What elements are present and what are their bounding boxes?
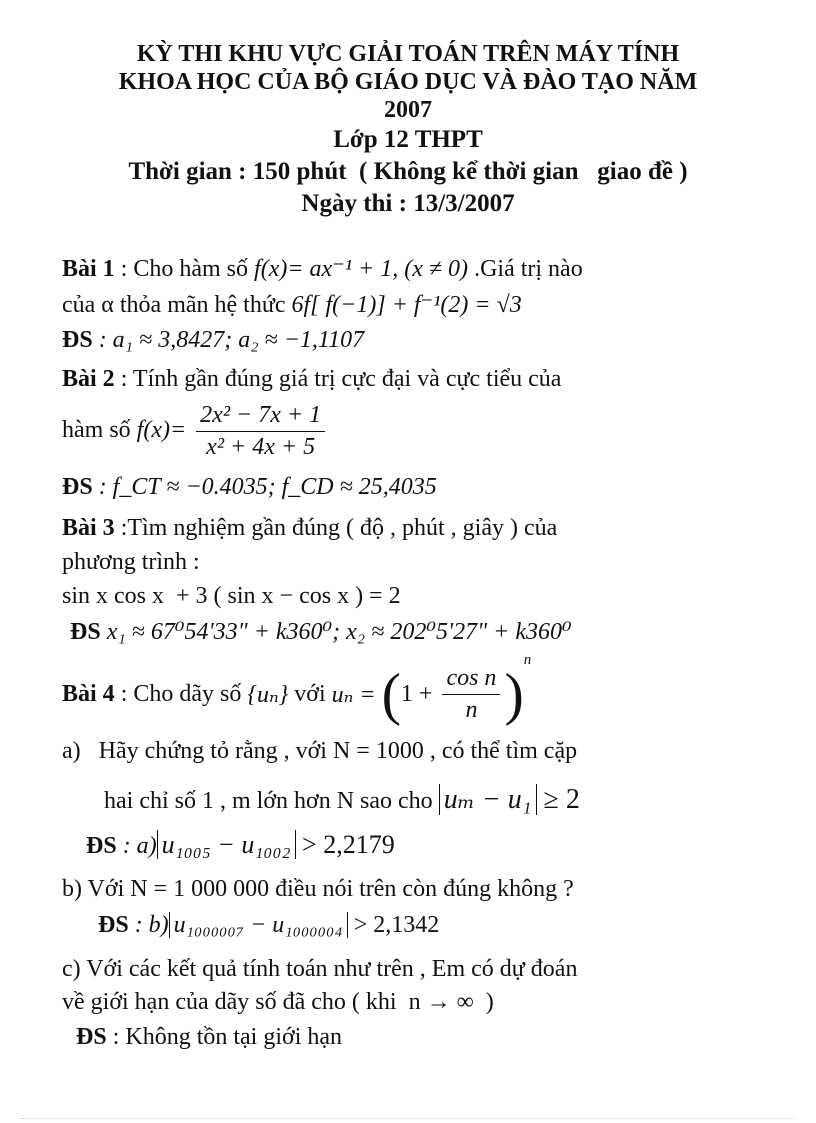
- problem-1-answer: [62, 327, 364, 354]
- page-bottom-border: [20, 1118, 796, 1119]
- problem-1-function: f(x)= ax⁻¹ + 1, (x ≠ 0): [254, 256, 469, 282]
- problem-4-un: uₙ =: [331, 681, 382, 708]
- problem-4c-line-2: [62, 989, 494, 1016]
- problem-3-line-1: [62, 515, 557, 542]
- problem-4a-answer-value: > 2,2179: [295, 830, 395, 859]
- problem-4c-text: c) Với các kết quả tính toán như trên , Em có dự đoán: [62, 956, 578, 982]
- answer-label: ĐS: [62, 327, 93, 353]
- problem-2-answer-value: : f_CT ≈ −0.4035; f_CD ≈ 25,4035: [92, 474, 437, 500]
- problem-3-answer: [70, 617, 572, 646]
- problem-3-label: Bài 3: [62, 515, 115, 541]
- title-line-2: KHOA HỌC CỦA BỘ GIÁO DỤC VÀ ĐÀO TẠO NĂM: [118, 69, 698, 95]
- title-year: 2007: [384, 97, 432, 123]
- problem-4-fraction: [442, 665, 500, 724]
- problem-4a-answer: [86, 830, 395, 860]
- problem-2-line-1: [62, 366, 561, 393]
- problem-3-equation-text: sin x cos x + 3 ( sin x − cos x ) = 2: [62, 583, 401, 609]
- problem-4c-text-2: về giới hạn của dãy số đã cho ( khi n → ∞ ): [62, 989, 494, 1015]
- problem-4-one: 1 +: [400, 680, 439, 707]
- problem-1-text-2: .Giá trị nào: [468, 256, 583, 282]
- problem-4b-answer-abs: u₁₀₀₀₀₀₇ − u₁₀₀₀₀₀₄: [169, 912, 348, 938]
- problem-4b-line: [62, 876, 574, 903]
- problem-4-label: Bài 4: [62, 680, 115, 707]
- problem-2-fraction: [196, 402, 325, 461]
- fraction-numerator: cos n: [442, 665, 500, 695]
- problem-2-label: Bài 2: [62, 366, 115, 392]
- problem-4a-abs: uₘ − u₁: [439, 784, 537, 815]
- problem-3-equation: [62, 583, 401, 610]
- problem-1-answer-value: : a₁ ≈ 3,8427; a₂ ≈ −1,1107: [92, 327, 365, 353]
- grade-line: Lớp 12 THPT: [333, 126, 483, 153]
- time-line: Thời gian : 150 phút ( Không kể thời gian giao đề ): [128, 158, 688, 185]
- fraction-denominator: n: [465, 696, 478, 723]
- problem-4a-line-1: [62, 738, 577, 765]
- problem-2-fx: f(x)=: [136, 417, 187, 444]
- answer-label: ĐS: [86, 833, 117, 859]
- problem-4-exponent: n: [523, 652, 532, 668]
- problem-4a-answer-abs: u₁₀₀₅ − u₁₀₀₂: [157, 830, 296, 859]
- problem-4a-inequality: ≥ 2: [536, 784, 580, 815]
- problem-1-line-1: [62, 254, 583, 283]
- problem-3-line-2: [62, 549, 200, 576]
- problem-2-function-text: hàm số: [62, 417, 137, 444]
- problem-4c-line-1: [62, 956, 577, 983]
- left-paren: (: [381, 661, 401, 727]
- problem-4-text: : Cho dãy số: [114, 680, 248, 707]
- problem-4b-answer-prefix: : b): [128, 912, 169, 938]
- answer-label: ĐS: [62, 474, 93, 500]
- date-line: Ngày thi : 13/3/2007: [301, 190, 515, 217]
- problem-4a-text-2: hai chỉ số 1 , m lớn hơn N sao cho: [104, 788, 439, 814]
- problem-3-text: :Tìm nghiệm gần đúng ( độ , phút , giây ) của: [114, 515, 558, 541]
- fraction-numerator: 2x² − 7x + 1: [196, 402, 325, 432]
- problem-4b-answer: [98, 912, 439, 939]
- problem-4-sequence: {uₙ}: [247, 681, 289, 708]
- exam-header: [0, 40, 816, 220]
- problem-2-line-2: [62, 402, 329, 461]
- problem-4b-answer-value: > 2,1342: [347, 912, 440, 938]
- problem-4a-answer-prefix: : a): [116, 833, 157, 859]
- problem-3-text-2: phương trình :: [62, 549, 200, 575]
- problem-4a-text: a) Hãy chứng tỏ rằng , với N = 1000 , có thể tìm cặp: [62, 738, 578, 764]
- answer-label: ĐS: [76, 1024, 107, 1050]
- answer-label: ĐS: [98, 912, 129, 938]
- problem-1-condition-text: của α thỏa mãn hệ thức: [62, 292, 292, 318]
- problem-1-text: : Cho hàm số: [114, 256, 255, 282]
- problem-4-text-2: với: [288, 680, 332, 707]
- right-paren: ): [504, 661, 524, 727]
- answer-label: ĐS: [70, 619, 101, 645]
- problem-4c-answer-value: : Không tồn tại giới hạn: [106, 1024, 343, 1050]
- problem-4a-line-2: [104, 782, 580, 816]
- title-line-1: KỲ THI KHU VỰC GIẢI TOÁN TRÊN MÁY TÍNH: [136, 41, 680, 67]
- problem-1-label: Bài 1: [62, 256, 115, 282]
- problem-4b-text: b) Với N = 1 000 000 điều nói trên còn đúng không ?: [62, 876, 574, 902]
- problem-2-answer: [62, 474, 437, 501]
- problem-4c-answer: [76, 1024, 342, 1051]
- fraction-denominator: x² + 4x + 5: [206, 434, 316, 460]
- problem-2-text: : Tính gần đúng giá trị cực đại và cực tiểu của: [114, 366, 562, 392]
- problem-3-answer-value: x₁ ≈ 67⁰54'33" + k360⁰; x₂ ≈ 202⁰5'27" + k360⁰: [100, 619, 572, 645]
- problem-4-line-1: [62, 652, 532, 727]
- problem-1-line-2: [62, 290, 522, 319]
- problem-1-condition-equation: 6f[ f(−1)] + f⁻¹(2) = √3: [291, 292, 522, 318]
